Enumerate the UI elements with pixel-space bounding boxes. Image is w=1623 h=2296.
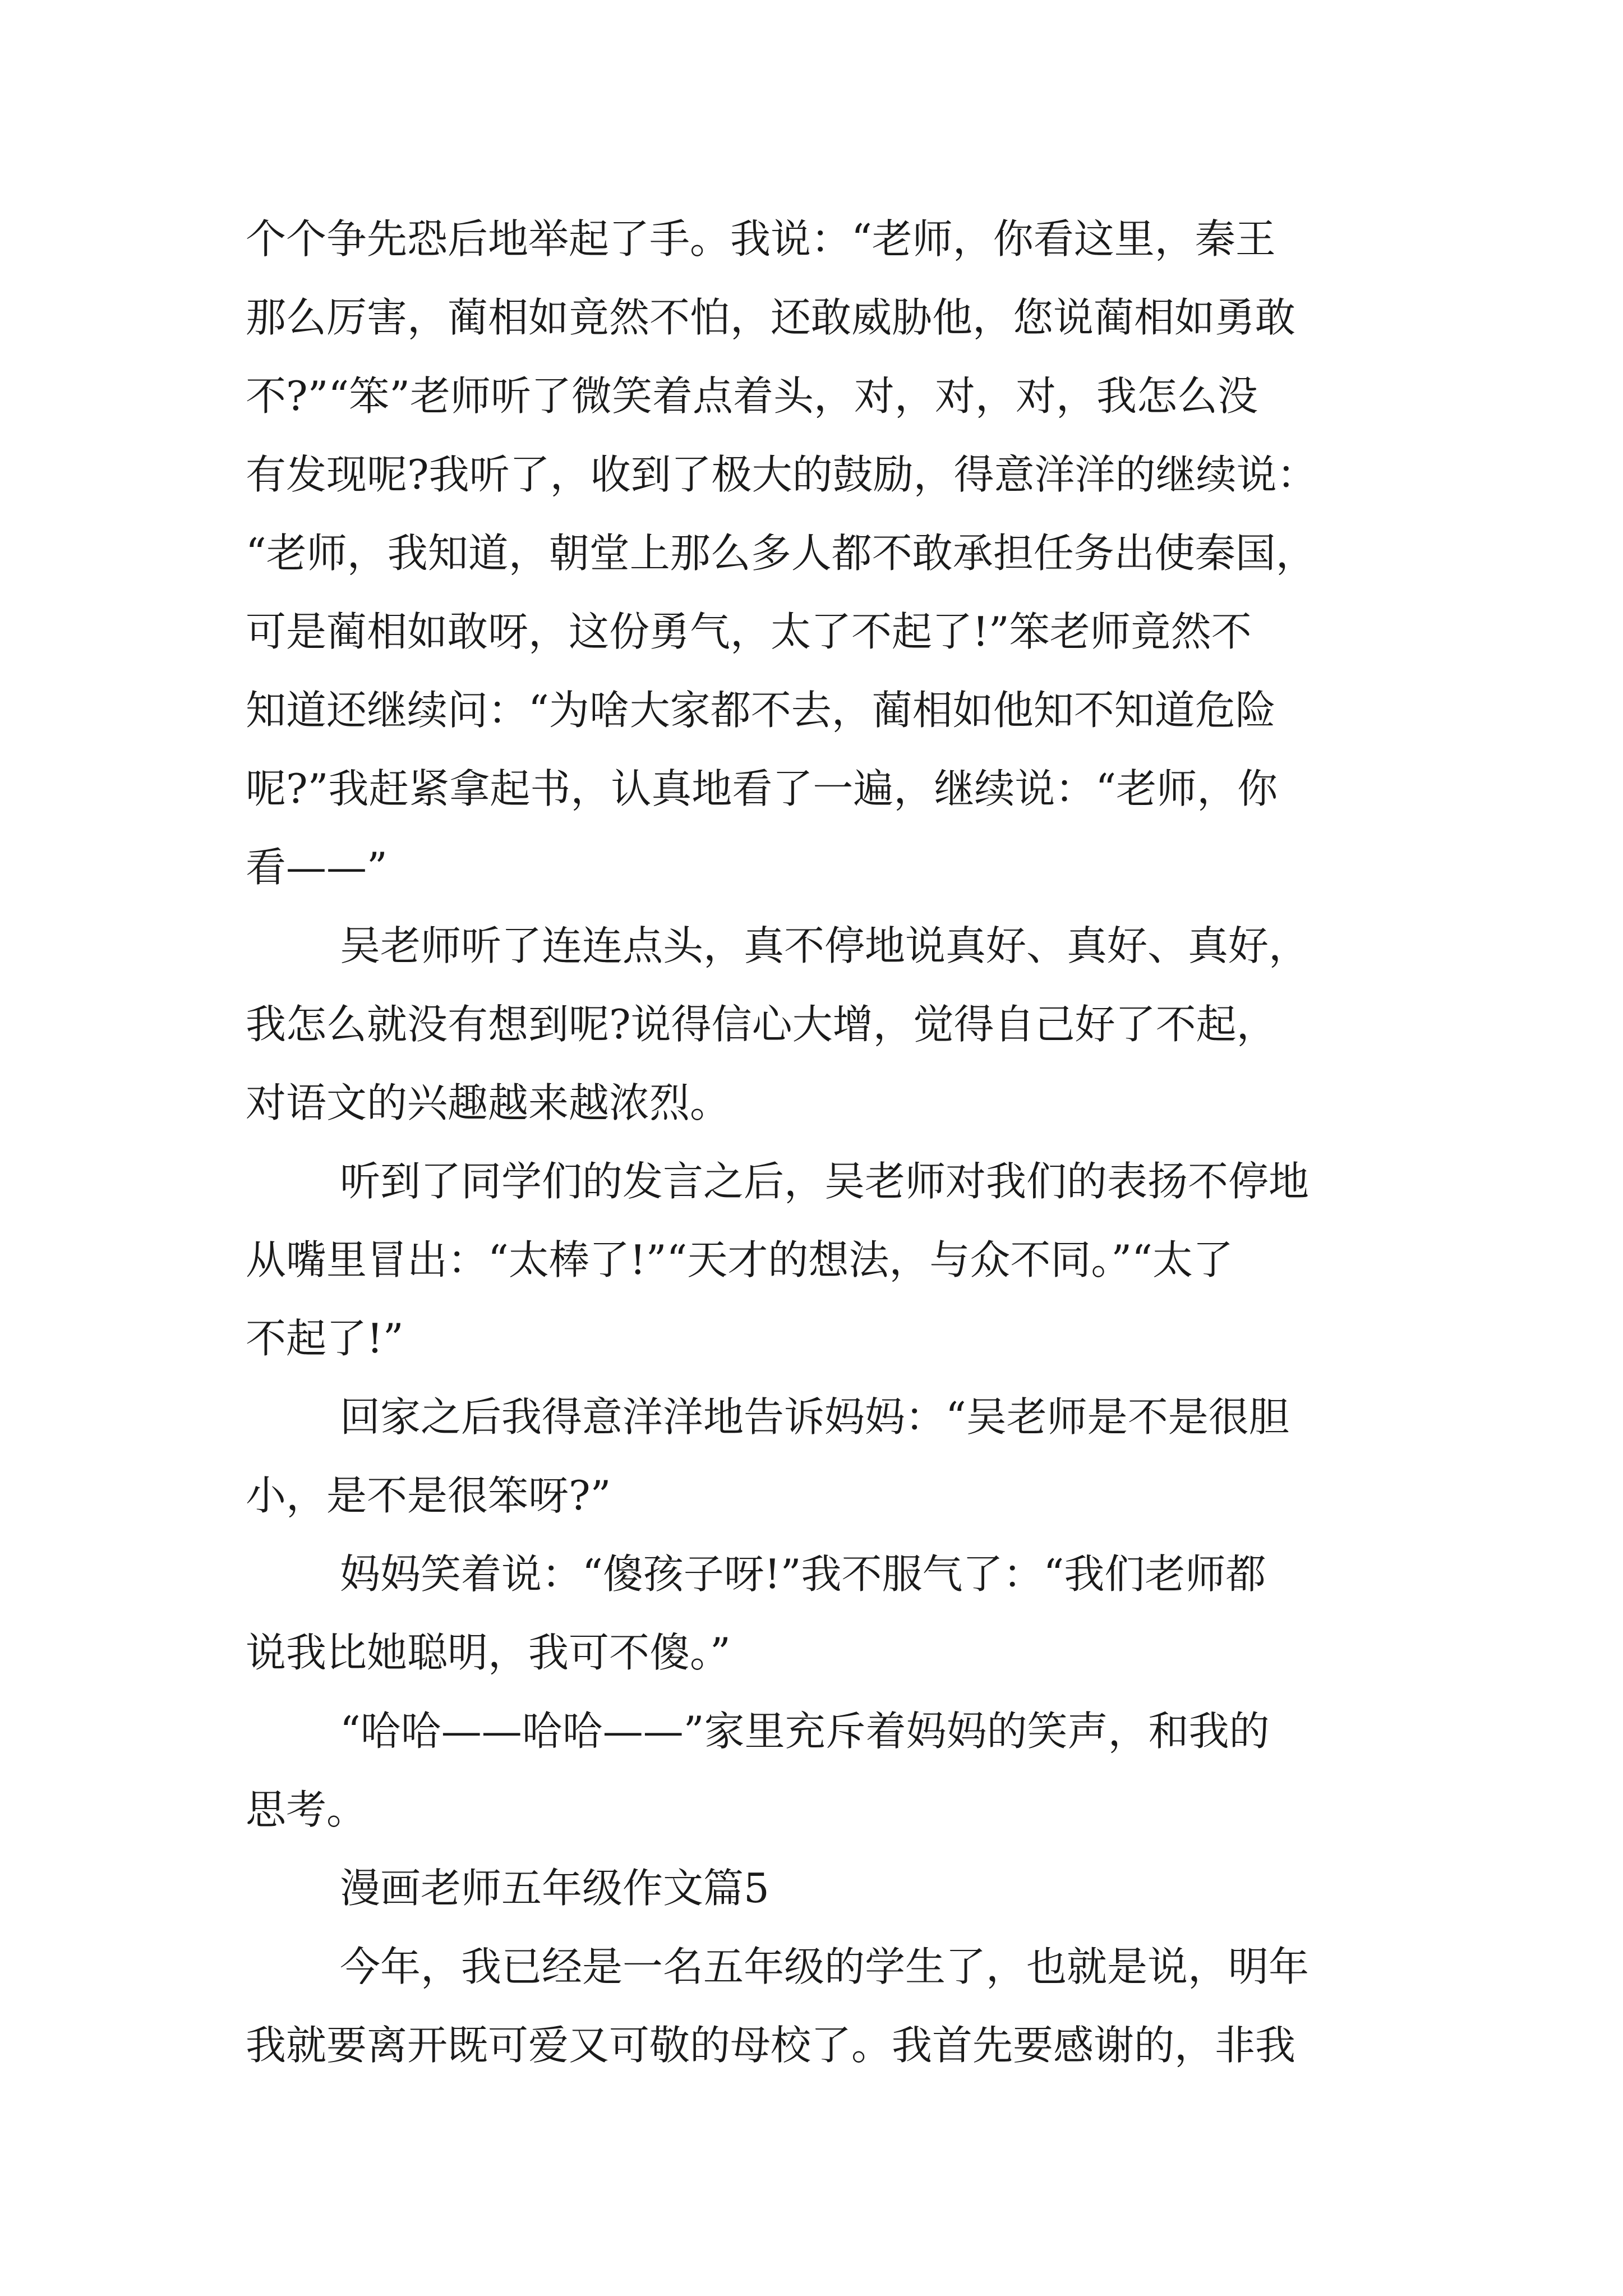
text-line: 说我比她聪明，我可不傻。” [246, 1629, 731, 1676]
text-line: 不起了!” [246, 1315, 404, 1362]
section-heading: 漫画老师五年级作文篇5 [340, 1865, 769, 1912]
paragraph-start-line: 妈妈笑着说：“傻孩子呀!”我不服气了：“我们老师都 [340, 1550, 1266, 1598]
paragraph-start-line: 听到了同学们的发言之后，吴老师对我们的表扬不停地 [340, 1158, 1310, 1205]
text-line: 对语文的兴趣越来越浓烈。 [246, 1079, 731, 1126]
paragraph-start-line: “哈哈——哈哈——”家里充斥着妈妈的笑声，和我的 [340, 1708, 1270, 1755]
text-line: 小，是不是很笨呀?” [246, 1472, 611, 1519]
text-line: 我怎么就没有想到呢?说得信心大增，觉得自己好了不起， [246, 1001, 1277, 1048]
text-line: 我就要离开既可爱又可敬的母校了。我首先要感谢的，非我 [246, 2022, 1296, 2069]
text-line: “老师，我知道，朝堂上那么多人都不敢承担任务出使秦国， [246, 530, 1316, 577]
text-line: 呢?”我赶紧拿起书，认真地看了一遍，继续说：“老师，你 [246, 765, 1278, 812]
text-line: 可是蔺相如敢呀，这份勇气，太了不起了!”笨老师竟然不 [246, 608, 1252, 655]
text-line: 知道还继续问：“为啥大家都不去，蔺相如他知不知道危险 [246, 687, 1276, 734]
text-line: 不?”“笨”老师听了微笑着点着头，对，对，对，我怎么没 [246, 372, 1258, 420]
text-line: 从嘴里冒出：“太棒了!”“天才的想法，与众不同。”“太了 [246, 1236, 1233, 1283]
text-line: 那么厉害，蔺相如竟然不怕，还敢威胁他，您说蔺相如勇敢 [246, 294, 1296, 341]
text-line: 个个争先恐后地举起了手。我说：“老师，你看这里，秦王 [246, 215, 1276, 263]
paragraph-start-line: 今年，我已经是一名五年级的学生了，也就是说，明年 [340, 1943, 1310, 1990]
text-line: 有发现呢?我听了，收到了极大的鼓励，得意洋洋的继续说： [246, 451, 1317, 498]
text-line: 思考。 [246, 1786, 367, 1833]
text-line: 看——” [246, 844, 388, 891]
paragraph-start-line: 吴老师听了连连点头，真不停地说真好、真好、真好， [340, 922, 1310, 969]
paragraph-start-line: 回家之后我得意洋洋地告诉妈妈：“吴老师是不是很胆 [340, 1393, 1289, 1441]
